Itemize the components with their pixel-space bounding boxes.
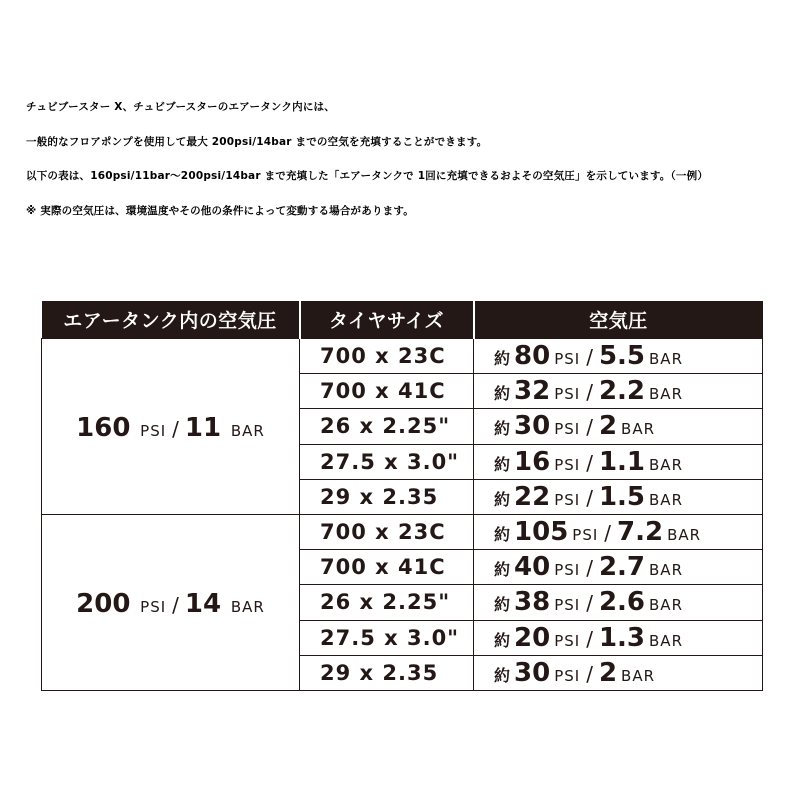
intro-line-4: ※ 実際の空気圧は、環境温度やその他の条件によって変動する場合があります。	[26, 204, 414, 217]
psi-value: 20	[514, 622, 551, 653]
bar-unit: BAR	[649, 350, 683, 369]
slash-separator: /	[586, 591, 593, 616]
tank-pressure-cell	[42, 339, 300, 515]
intro-text	[26, 100, 786, 238]
psi-unit: PSI	[554, 596, 581, 615]
tire-size-cell: 700 x 41C	[300, 550, 474, 585]
psi-unit: PSI	[140, 421, 167, 440]
tire-size-cell: 27.5 x 3.0"	[300, 444, 474, 479]
air-pressure-cell	[474, 620, 763, 655]
tire-size-cell: 700 x 23C	[300, 514, 474, 549]
psi-value: 40	[514, 552, 551, 583]
intro-line-3: 以下の表は、160psi/11bar～200psi/14bar まで充填した「エアータンクで 1回に充填できるおよその空気圧」を示しています。（一例）	[26, 170, 709, 182]
slash-separator: /	[172, 416, 179, 441]
tank-bar-value: 14	[184, 588, 222, 619]
approx-label: 約	[494, 525, 511, 545]
bar-value: 2	[598, 657, 618, 688]
approx-label: 約	[494, 419, 511, 439]
air-pressure-cell	[474, 585, 763, 620]
slash-separator: /	[604, 521, 612, 546]
air-pressure-cell	[474, 655, 763, 690]
tank-psi-value: 200	[76, 588, 131, 619]
psi-value: 80	[514, 341, 551, 372]
psi-unit: PSI	[140, 597, 167, 616]
tire-size-cell: 29 x 2.35	[300, 655, 474, 690]
bar-value: 1.3	[598, 622, 646, 653]
psi-value: 32	[514, 376, 551, 407]
pressure-table	[41, 301, 763, 691]
bar-unit: BAR	[621, 420, 656, 439]
slash-separator: /	[172, 592, 179, 617]
psi-unit: PSI	[554, 490, 581, 509]
slash-separator: /	[586, 661, 593, 686]
table-row	[42, 514, 763, 549]
air-pressure-cell	[474, 339, 763, 374]
tank-bar-value: 11	[184, 412, 222, 443]
bar-value: 2.7	[598, 552, 646, 583]
slash-separator: /	[586, 556, 593, 581]
bar-value: 2.2	[598, 376, 646, 407]
psi-unit: PSI	[554, 385, 581, 404]
slash-separator: /	[586, 415, 593, 440]
bar-unit: BAR	[621, 666, 656, 685]
air-pressure-cell	[474, 479, 763, 514]
bar-unit: BAR	[649, 455, 683, 474]
header-tire-size: タイヤサイズ	[300, 301, 474, 339]
slash-separator: /	[586, 626, 593, 651]
bar-unit: BAR	[649, 631, 683, 650]
psi-unit: PSI	[554, 350, 581, 369]
header-air-pressure: 空気圧	[474, 301, 763, 339]
bar-unit: BAR	[649, 490, 683, 509]
intro-line-1: チュビブースター X、チュビブースターのエアータンク内には、	[26, 101, 335, 113]
psi-value: 16	[514, 446, 551, 477]
tire-size-cell: 26 x 2.25"	[300, 409, 474, 444]
tire-size-cell: 29 x 2.35	[300, 479, 474, 514]
tire-size-cell: 27.5 x 3.0"	[300, 620, 474, 655]
bar-unit: BAR	[649, 385, 683, 404]
air-pressure-cell	[474, 409, 763, 444]
bar-value: 7.2	[617, 517, 664, 548]
bar-unit: BAR	[230, 597, 265, 616]
approx-label: 約	[494, 560, 511, 580]
psi-value: 22	[514, 481, 551, 512]
tire-size-cell: 700 x 41C	[300, 374, 474, 409]
table-body	[42, 339, 763, 691]
bar-value: 1.1	[598, 446, 646, 477]
air-pressure-cell	[474, 444, 763, 479]
bar-unit: BAR	[230, 421, 265, 440]
approx-label: 約	[494, 349, 511, 369]
bar-value: 1.5	[598, 481, 646, 512]
tank-pressure-cell	[42, 514, 300, 690]
bar-unit: BAR	[649, 561, 683, 580]
table-row	[42, 339, 763, 374]
slash-separator: /	[586, 345, 593, 370]
bar-unit: BAR	[649, 596, 683, 615]
slash-separator: /	[586, 450, 593, 475]
psi-unit: PSI	[554, 420, 581, 439]
bar-value: 2.6	[598, 587, 646, 618]
psi-value: 30	[514, 657, 551, 688]
intro-line-2: 一般的なフロアポンプを使用して最大 200psi/14bar までの空気を充填することができます。	[26, 135, 488, 148]
approx-label: 約	[494, 630, 511, 650]
psi-value: 105	[514, 517, 569, 548]
air-pressure-cell	[474, 374, 763, 409]
approx-label: 約	[494, 489, 511, 509]
psi-unit: PSI	[554, 631, 581, 650]
psi-unit: PSI	[554, 666, 581, 685]
bar-value: 2	[598, 411, 618, 442]
air-pressure-cell	[474, 514, 763, 549]
tank-psi-value: 160	[76, 412, 131, 443]
header-tank-pressure: エアータンク内の空気圧	[42, 301, 300, 339]
bar-unit: BAR	[667, 526, 702, 545]
slash-separator: /	[586, 380, 593, 405]
air-pressure-cell	[474, 550, 763, 585]
psi-unit: PSI	[554, 561, 581, 580]
table-header-row	[42, 301, 763, 339]
approx-label: 約	[494, 595, 511, 615]
bar-value: 5.5	[598, 341, 646, 372]
psi-unit: PSI	[572, 526, 599, 545]
tire-size-cell: 26 x 2.25"	[300, 585, 474, 620]
tire-size-cell: 700 x 23C	[300, 339, 474, 374]
slash-separator: /	[586, 485, 593, 510]
psi-unit: PSI	[554, 455, 581, 474]
psi-value: 30	[514, 411, 551, 442]
approx-label: 約	[494, 384, 511, 404]
approx-label: 約	[494, 454, 511, 474]
approx-label: 約	[494, 665, 511, 685]
psi-value: 38	[514, 587, 551, 618]
